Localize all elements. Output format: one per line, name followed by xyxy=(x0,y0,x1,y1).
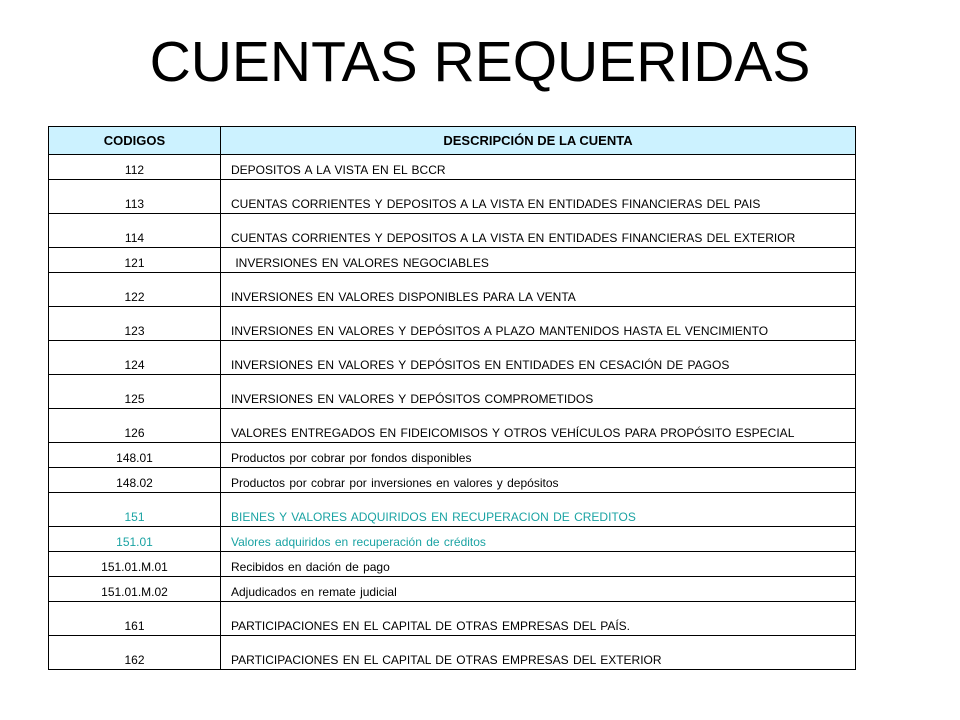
account-description: Productos por cobrar por fondos disponibles xyxy=(221,443,856,468)
table-row xyxy=(49,527,856,552)
account-description: Adjudicados en remate judicial xyxy=(221,577,856,602)
account-description: VALORES ENTREGADOS EN FIDEICOMISOS Y OTROS VEHÍCULOS PARA PROPÓSITO ESPECIAL xyxy=(221,409,856,443)
account-description: INVERSIONES EN VALORES Y DEPÓSITOS A PLAZO MANTENIDOS HASTA EL VENCIMIENTO xyxy=(221,307,856,341)
column-header-description: DESCRIPCIÓN DE LA CUENTA xyxy=(221,127,856,155)
account-code: 121 xyxy=(49,248,221,273)
account-description: PARTICIPACIONES EN EL CAPITAL DE OTRAS EMPRESAS DEL EXTERIOR xyxy=(221,636,856,670)
table-row xyxy=(49,307,856,341)
account-description: INVERSIONES EN VALORES Y DEPÓSITOS EN ENTIDADES EN CESACIÓN DE PAGOS xyxy=(221,341,856,375)
account-description: INVERSIONES EN VALORES NEGOCIABLES xyxy=(221,248,856,273)
table-row xyxy=(49,155,856,180)
account-description: Recibidos en dación de pago xyxy=(221,552,856,577)
account-description: CUENTAS CORRIENTES Y DEPOSITOS A LA VISTA EN ENTIDADES FINANCIERAS DEL EXTERIOR xyxy=(221,214,856,248)
table-row xyxy=(49,248,856,273)
account-code: 114 xyxy=(49,214,221,248)
account-description: Valores adquiridos en recuperación de créditos xyxy=(221,527,856,552)
account-code: 151.01.M.01 xyxy=(49,552,221,577)
account-code: 112 xyxy=(49,155,221,180)
account-code: 126 xyxy=(49,409,221,443)
table-row xyxy=(49,636,856,670)
account-code: 162 xyxy=(49,636,221,670)
account-description: BIENES Y VALORES ADQUIRIDOS EN RECUPERACION DE CREDITOS xyxy=(221,493,856,527)
account-code: 148.02 xyxy=(49,468,221,493)
table-row xyxy=(49,602,856,636)
table-row xyxy=(49,468,856,493)
accounts-table xyxy=(48,126,856,670)
table-row xyxy=(49,409,856,443)
table-row xyxy=(49,493,856,527)
column-header-codes: CODIGOS xyxy=(49,127,221,155)
account-code: 122 xyxy=(49,273,221,307)
table-row xyxy=(49,180,856,214)
account-description: INVERSIONES EN VALORES DISPONIBLES PARA LA VENTA xyxy=(221,273,856,307)
account-description: PARTICIPACIONES EN EL CAPITAL DE OTRAS EMPRESAS DEL PAÍS. xyxy=(221,602,856,636)
table-row xyxy=(49,552,856,577)
account-description: CUENTAS CORRIENTES Y DEPOSITOS A LA VISTA EN ENTIDADES FINANCIERAS DEL PAIS xyxy=(221,180,856,214)
table-header-row xyxy=(49,127,856,155)
table-row xyxy=(49,375,856,409)
table-row xyxy=(49,577,856,602)
table-row xyxy=(49,214,856,248)
account-code: 151.01 xyxy=(49,527,221,552)
account-code: 151 xyxy=(49,493,221,527)
table-row xyxy=(49,273,856,307)
account-description: DEPOSITOS A LA VISTA EN EL BCCR xyxy=(221,155,856,180)
account-code: 123 xyxy=(49,307,221,341)
account-code: 125 xyxy=(49,375,221,409)
page-title: CUENTAS REQUERIDAS xyxy=(149,30,811,94)
table-row xyxy=(49,443,856,468)
account-code: 124 xyxy=(49,341,221,375)
account-code: 151.01.M.02 xyxy=(49,577,221,602)
account-description: INVERSIONES EN VALORES Y DEPÓSITOS COMPROMETIDOS xyxy=(221,375,856,409)
account-code: 148.01 xyxy=(49,443,221,468)
account-code: 113 xyxy=(49,180,221,214)
account-description: Productos por cobrar por inversiones en valores y depósitos xyxy=(221,468,856,493)
account-code: 161 xyxy=(49,602,221,636)
table-row xyxy=(49,341,856,375)
